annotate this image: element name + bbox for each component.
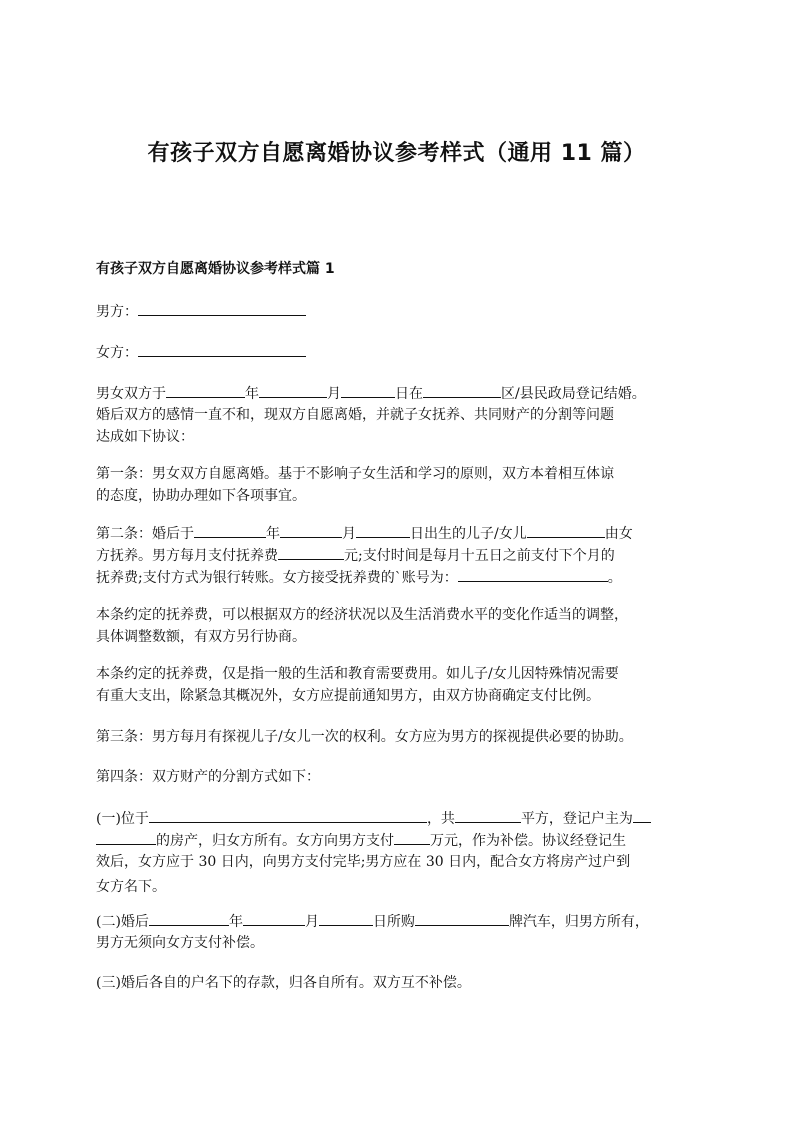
text: 。	[607, 570, 622, 586]
amount-blank	[278, 544, 344, 560]
text: 抚养费;支付方式为银行转账。女方接受抚养费的`账号为：	[96, 570, 458, 586]
husband-label: 男方：	[96, 304, 138, 320]
paragraph-adjust	[96, 604, 708, 648]
paragraph-line	[96, 382, 708, 404]
item-1	[96, 807, 708, 898]
paragraph-line: 效后，女方应于 30 日内，向男方支付完毕;男方应在 30 日内，配合女方将房产过户到	[96, 854, 631, 870]
paragraph-line	[96, 566, 708, 588]
text: 元;支付时间是每月十五日之前支付下个月的	[344, 548, 615, 564]
husband-line	[96, 300, 708, 323]
text: 日出生的儿子/女儿	[410, 526, 527, 542]
article-1	[96, 463, 708, 507]
paragraph-scope	[96, 663, 708, 707]
paragraph-line: 的态度，协助办理如下各项事宜。	[96, 488, 306, 504]
paragraph-line	[96, 807, 708, 829]
paragraph-line: 男方无须向女方支付补偿。	[96, 935, 264, 951]
paragraph-line: 有重大支出，除紧急其概况外，女方应提前通知男方，由双方协商确定支付比例。	[96, 688, 600, 704]
section-title: 有孩子双方自愿离婚协议参考样式篇 1	[96, 261, 335, 277]
month-blank	[259, 382, 327, 398]
compensation-blank	[394, 829, 430, 845]
text: 月	[327, 386, 341, 402]
wife-label: 女方：	[96, 345, 138, 361]
text: (二)婚后	[96, 914, 149, 930]
paragraph-line: 具体调整数额，有双方另行协商。	[96, 629, 306, 645]
paragraph-line	[96, 829, 708, 851]
paragraph-line	[96, 522, 708, 544]
paragraph-line: (三)婚后各自的户名下的存款，归各自所有。双方互不补偿。	[96, 975, 471, 991]
paragraph-line: 婚后双方的感情一直不和，现双方自愿离婚，并就子女抚养、共同财产的分割等问题	[96, 407, 614, 423]
month-blank	[280, 522, 342, 538]
text: 平方，登记户主为	[520, 811, 633, 827]
paragraph-line: 女方名下。	[96, 879, 166, 895]
text: 年	[245, 386, 259, 402]
paragraph-line: 本条约定的抚养费，仅是指一般的生活和教育需要费用。如儿子/女儿因特殊情况需要	[96, 666, 619, 682]
child-name-blank	[527, 522, 605, 538]
text: ，共	[426, 811, 455, 827]
wife-name-blank	[138, 341, 306, 357]
wife-line	[96, 341, 708, 364]
item-3	[96, 972, 708, 994]
document-title: 有孩子双方自愿离婚协议参考样式（通用 11 篇）	[147, 141, 646, 166]
paragraph-line	[96, 910, 708, 932]
day-blank	[356, 522, 410, 538]
text: 月	[342, 526, 356, 542]
text: 的房产，归女方所有。女方向男方支付	[156, 833, 394, 849]
article-4	[96, 766, 708, 788]
month-blank	[243, 910, 305, 926]
text: 由女	[604, 526, 633, 542]
text: 日在	[395, 386, 423, 402]
text: 第二条：婚后于	[96, 526, 194, 542]
item-2	[96, 910, 708, 954]
text: (一)位于	[96, 811, 149, 827]
paragraph-line: 达成如下协议：	[96, 429, 194, 445]
paragraph-line: 第三条：男方每月有探视儿子/女儿一次的权利。女方应为男方的探视提供必要的协助。	[96, 729, 633, 745]
text: 日所购	[372, 914, 415, 930]
owner-blank	[633, 807, 651, 823]
text: 年	[266, 526, 280, 542]
text: 方抚养。男方每月支付抚养费	[96, 548, 278, 564]
day-blank	[341, 382, 395, 398]
husband-name-blank	[138, 300, 306, 316]
paragraph-line: 本条约定的抚养费，可以根据双方的经济状况以及生活消费水平的变化作适当的调整，	[96, 607, 628, 623]
location-blank	[149, 807, 427, 823]
text: 年	[228, 914, 243, 930]
paragraph-intro	[96, 382, 708, 448]
paragraph-line: 第四条：双方财产的分割方式如下：	[96, 769, 320, 785]
article-2	[96, 522, 708, 588]
text: 牌汽车，归男方所有，	[508, 914, 649, 930]
day-blank	[319, 910, 373, 926]
article-3	[96, 726, 708, 748]
text: 月	[304, 914, 319, 930]
paragraph-line: 第一条：男女双方自愿离婚。基于不影响子女生活和学习的原则，双方本着相互体谅	[96, 466, 614, 482]
owner-blank-continued	[96, 829, 156, 845]
district-blank	[423, 382, 501, 398]
year-blank	[166, 382, 245, 398]
text: 区/县民政局登记结婚。	[501, 386, 646, 402]
text: 男女双方于	[96, 386, 166, 402]
account-blank	[458, 566, 608, 582]
year-blank	[149, 910, 229, 926]
car-brand-blank	[415, 910, 509, 926]
year-blank	[194, 522, 266, 538]
paragraph-line	[96, 544, 708, 566]
text: 万元，作为补偿。协议经登记生	[430, 833, 626, 849]
area-blank	[455, 807, 521, 823]
